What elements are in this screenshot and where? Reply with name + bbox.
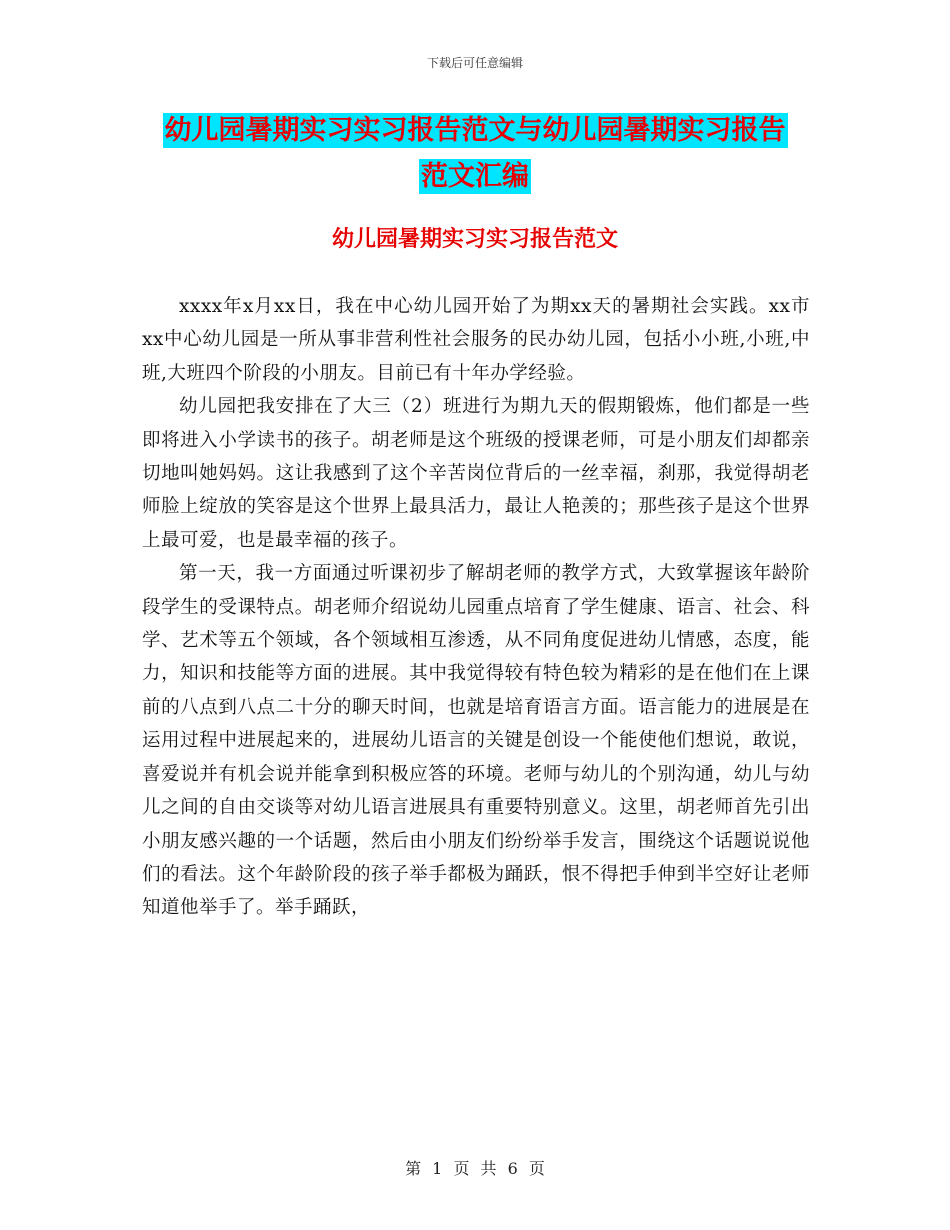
section-heading: 幼儿园暑期实习实习报告范文 bbox=[331, 226, 618, 252]
document-title bbox=[150, 108, 800, 200]
header-note: 下载后可任意编辑 bbox=[426, 56, 523, 70]
document-title-line-2: 范文汇编 bbox=[421, 161, 529, 192]
page-number-footer: 第 1 页 共 6 页 bbox=[405, 1159, 545, 1178]
paragraph: 幼儿园把我安排在了大三（2）班进行为期九天的假期锻炼，他们都是一些即将进入小学读书的孩子。胡老师是这个班级的授课老师，可是小朋友们却都亲切地叫她妈妈。这让我感到了这个辛苦岗位背后的一丝幸福，刹那，我觉得胡老师脸上绽放的笑容是这个世界上最具活力，最让人艳羡的；那些孩子是这个世界上最可爱，也是最幸福的孩子。 bbox=[142, 396, 810, 551]
paragraph: xxxx年x月xx日，我在中心幼儿园开始了为期xx天的暑期社会实践。xx市xx中心幼儿园是一所从事非营利性社会服务的民办幼儿园，包括小小班,小班,中班,大班四个阶段的小朋友。目前已有十年办学经验。 bbox=[142, 296, 810, 384]
body-text bbox=[142, 290, 810, 925]
paragraph: 第一天，我一方面通过听课初步了解胡老师的教学方式，大致掌握该年龄阶段学生的受课特点。胡老师介绍说幼儿园重点培育了学生健康、语言、社会、科学、艺术等五个领域，各个领域相互渗透，从不同角度促进幼儿情感，态度，能力，知识和技能等方面的进展。其中我觉得较有特色较为精彩的是在他们在上课前的八点到八点二十分的聊天时间，也就是培育语言方面。语言能力的进展是在运用过程中进展起来的，进展幼儿语言的关键是创设一个能使他们想说，敢说，喜爱说并有机会说并能拿到积极应答的环境。老师与幼儿的个别沟通，幼儿与幼儿之间的自由交谈等对幼儿语言进展具有重要特别意义。这里，胡老师首先引出小朋友感兴趣的一个话题，然后由小朋友们纷纷举手发言，围绕这个话题说说他们的看法。这个年龄阶段的孩子举手都极为踊跃，恨不得把手伸到半空好让老师知道他举手了。举手踊跃， bbox=[142, 563, 810, 919]
document-title-line-1: 幼儿园暑期实习实习报告范文与幼儿园暑期实习报告 bbox=[164, 115, 786, 146]
